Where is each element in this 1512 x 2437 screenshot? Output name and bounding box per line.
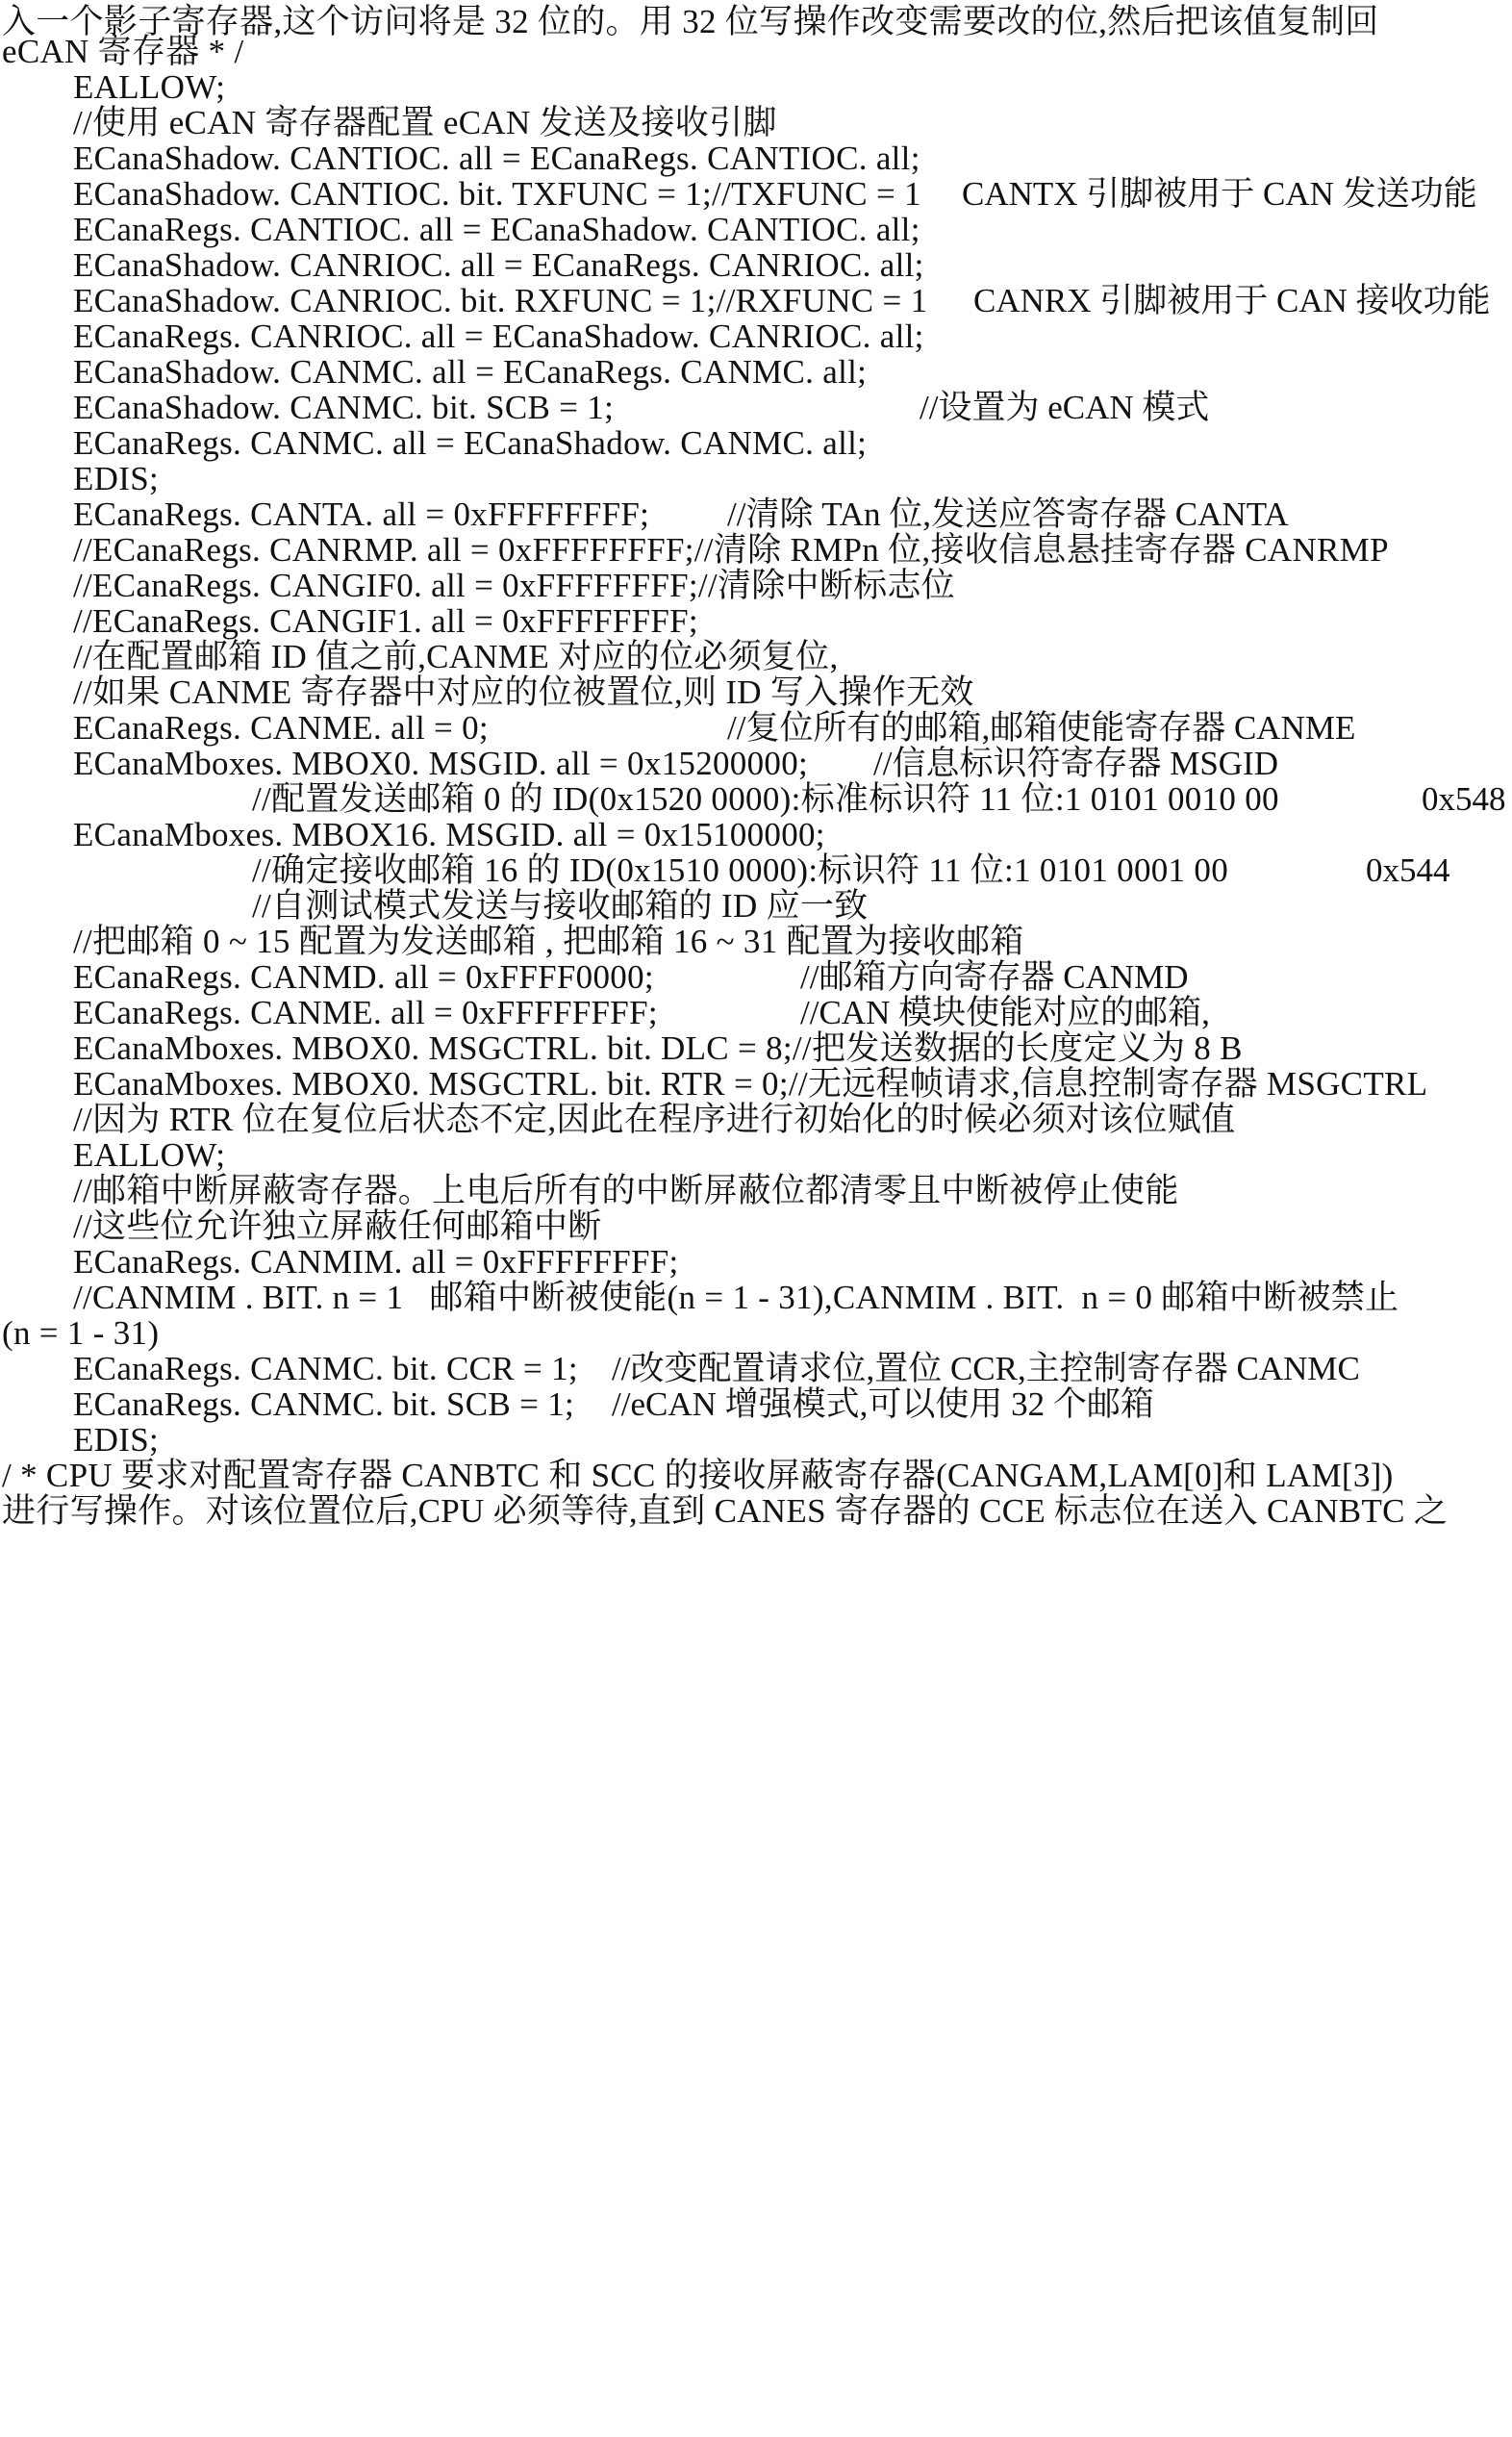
inline-comment: //eCAN 增强模式,可以使用 32 个邮箱 — [612, 1385, 1154, 1423]
inline-comment: //改变配置请求位,置位 CCR,主控制寄存器 CANMC — [612, 1350, 1360, 1387]
code-line: ECanaShadow. CANMC. bit. SCB = 1; — [73, 389, 615, 426]
inline-comment: //清除 TAn 位,发送应答寄存器 CANTA — [727, 495, 1289, 533]
code-line: ECanaRegs. CANTA. all = 0xFFFFFFFF; — [73, 495, 650, 533]
code-line: EALLOW; — [73, 1136, 226, 1174]
code-line: ECanaShadow. CANTIOC. bit. TXFUNC = 1;//TXFUNC = 1 — [73, 175, 921, 213]
comment-line: //邮箱中断屏蔽寄存器。上电后所有的中断屏蔽位都清零且中断被停止使能 — [73, 1172, 1179, 1209]
comment-line: //配置发送邮箱 0 的 ID(0x1520 0000):标准标识符 11 位:1 0101 0010 00 — [252, 780, 1279, 818]
code-line: ECanaMboxes. MBOX0. MSGCTRL. bit. RTR = 0;//无远程帧请求,信息控制寄存器 MSGCTRL — [73, 1065, 1428, 1103]
comment-line: (n = 1 - 31) — [2, 1314, 160, 1352]
comment-line: //在配置邮箱 ID 值之前,CANME 对应的位必须复位, — [73, 638, 839, 675]
inline-comment: //信息标识符寄存器 MSGID — [873, 745, 1278, 782]
inline-comment: //邮箱方向寄存器 CANMD — [800, 958, 1189, 996]
comment-line: //ECanaRegs. CANGIF1. all = 0xFFFFFFFF; — [73, 602, 698, 640]
code-line: ECanaShadow. CANMC. all = ECanaRegs. CANMC. all; — [73, 353, 868, 391]
inline-comment: 0x548 — [1422, 780, 1506, 818]
code-line: ECanaMboxes. MBOX16. MSGID. all = 0x15100000; — [73, 816, 825, 853]
code-line: ECanaShadow. CANTIOC. all = ECanaRegs. CANTIOC. all; — [73, 140, 920, 177]
comment-line: //自测试模式发送与接收邮箱的 ID 应一致 — [252, 887, 869, 925]
code-line: ECanaRegs. CANME. all = 0xFFFFFFFF; — [73, 994, 658, 1031]
comment-line: //因为 RTR 位在复位后状态不定,因此在程序进行初始化的时候必须对该位赋值 — [73, 1101, 1236, 1138]
text-line: / * CPU 要求对配置寄存器 CANBTC 和 SCC 的接收屏蔽寄存器(CANGAM,LAM[0]和 LAM[3]) — [2, 1457, 1394, 1494]
comment-line: //如果 CANME 寄存器中对应的位被置位,则 ID 写入操作无效 — [73, 673, 974, 711]
code-line: ECanaMboxes. MBOX0. MSGCTRL. bit. DLC = 8;//把发送数据的长度定义为 8 B — [73, 1029, 1243, 1067]
code-line: ECanaRegs. CANMD. all = 0xFFFF0000; — [73, 958, 654, 996]
code-line: ECanaRegs. CANMC. bit. SCB = 1; — [73, 1385, 575, 1423]
inline-comment: //设置为 eCAN 模式 — [920, 389, 1210, 426]
comment-line: //ECanaRegs. CANGIF0. all = 0xFFFFFFFF;//清除中断标志位 — [73, 567, 956, 604]
text-line: 入一个影子寄存器,这个访问将是 32 位的。用 32 位写操作改变需要改的位,然后把该值复制回 — [2, 3, 1379, 40]
comment-line: //确定接收邮箱 16 的 ID(0x1510 0000):标识符 11 位:1 0101 0001 00 — [252, 851, 1228, 889]
comment-line: //这些位允许独立屏蔽任何邮箱中断 — [73, 1207, 602, 1245]
code-line: ECanaRegs. CANMC. bit. CCR = 1; — [73, 1350, 578, 1387]
comment-line: //使用 eCAN 寄存器配置 eCAN 发送及接收引脚 — [73, 104, 777, 141]
inline-comment: 0x544 — [1366, 851, 1450, 889]
inline-comment: CANTX 引脚被用于 CAN 发送功能 — [962, 175, 1477, 213]
code-line: ECanaRegs. CANTIOC. all = ECanaShadow. CANTIOC. all; — [73, 211, 920, 248]
code-line: ECanaRegs. CANMC. all = ECanaShadow. CANMC. all; — [73, 424, 868, 462]
code-line: EDIS; — [73, 460, 159, 497]
inline-comment: CANRX 引脚被用于 CAN 接收功能 — [973, 282, 1491, 319]
code-line: EDIS; — [73, 1421, 159, 1459]
text-line: 进行写操作。对该位置位后,CPU 必须等待,直到 CANES 寄存器的 CCE 标志位在送入 CANBTC 之 — [2, 1492, 1449, 1530]
code-line: ECanaRegs. CANME. all = 0; — [73, 709, 489, 747]
comment-line: //ECanaRegs. CANRMP. all = 0xFFFFFFFF;//清除 RMPn 位,接收信息悬挂寄存器 CANRMP — [73, 531, 1389, 569]
code-line: ECanaRegs. CANRIOC. all = ECanaShadow. CANRIOC. all; — [73, 317, 924, 355]
text-line: eCAN 寄存器 * / — [2, 33, 244, 70]
code-line: ECanaShadow. CANRIOC. bit. RXFUNC = 1;//RXFUNC = 1 — [73, 282, 928, 319]
code-line: ECanaRegs. CANMIM. all = 0xFFFFFFFF; — [73, 1243, 679, 1281]
comment-line: //把邮箱 0 ~ 15 配置为发送邮箱 , 把邮箱 16 ~ 31 配置为接收邮箱 — [73, 923, 1024, 960]
comment-line: //CANMIM . BIT. n = 1 邮箱中断被使能(n = 1 - 31),CANMIM . BIT. n = 0 邮箱中断被禁止 — [73, 1279, 1399, 1316]
inline-comment: //CAN 模块使能对应的邮箱, — [800, 994, 1210, 1031]
code-line: ECanaShadow. CANRIOC. all = ECanaRegs. CANRIOC. all; — [73, 246, 924, 284]
code-line: ECanaMboxes. MBOX0. MSGID. all = 0x15200000; — [73, 745, 809, 782]
code-line: EALLOW; — [73, 68, 226, 106]
inline-comment: //复位所有的邮箱,邮箱使能寄存器 CANME — [727, 709, 1356, 747]
